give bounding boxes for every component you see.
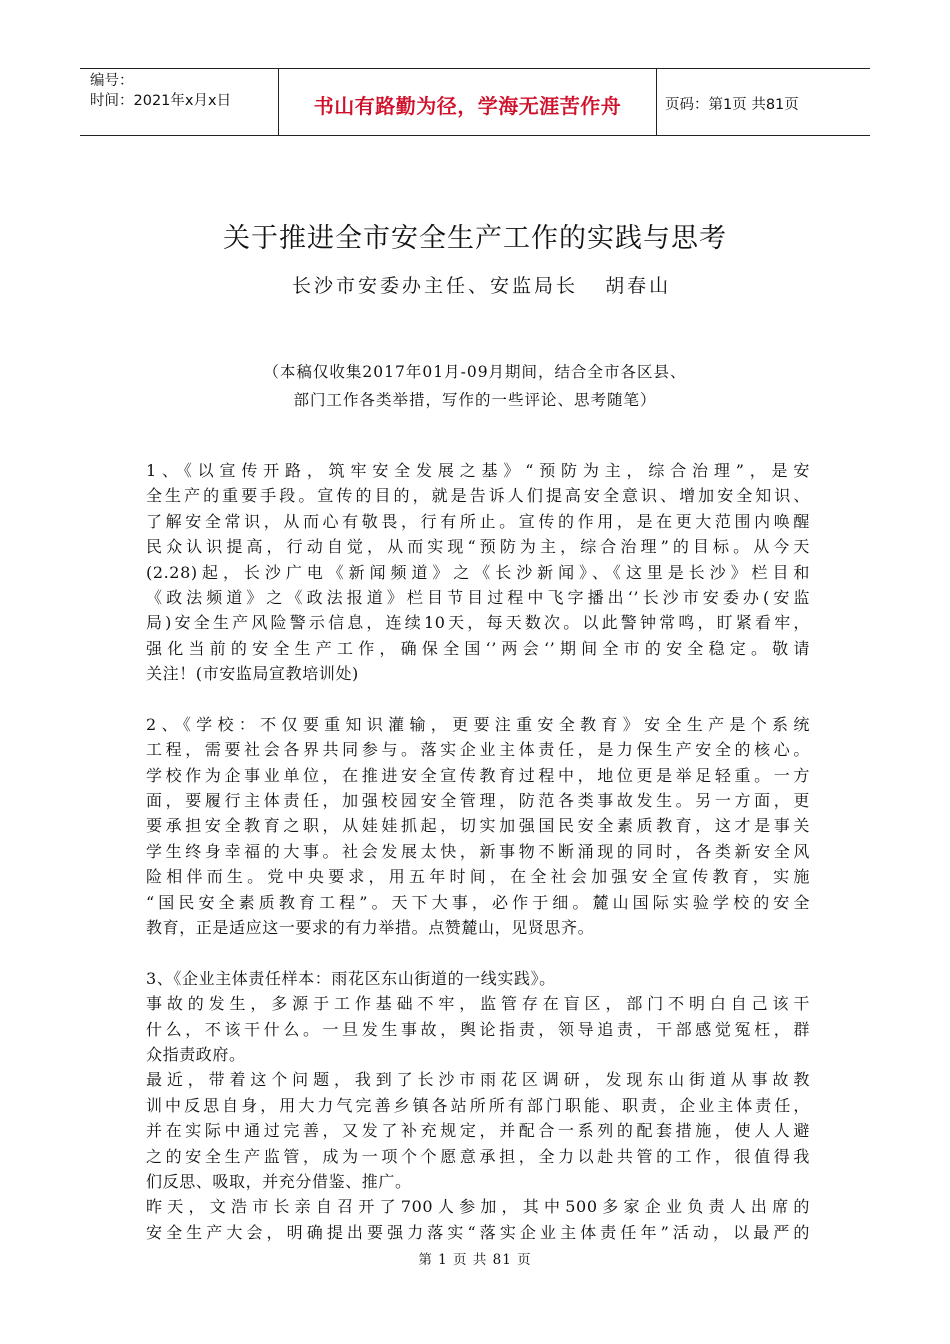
text-line: 学校作为企事业单位，在推进安全宣传教育过程中，地位更是举足轻重。一方 bbox=[146, 765, 810, 785]
number-label: 编号： bbox=[90, 73, 134, 89]
header-meta-cell bbox=[80, 69, 279, 135]
paragraph-3 bbox=[146, 966, 810, 1245]
text-line: 民众认识提高，行动自觉，从而实现“预防为主，综合治理”的目标。从今天 bbox=[146, 537, 810, 557]
text-line: 并在实际中通过完善，又发了补充规定，并配合一系列的配套措施，使人人避 bbox=[146, 1121, 810, 1141]
text-line: 们反思、吸取，并充分借鉴、推广。 bbox=[146, 1171, 412, 1191]
text-line: (2.28)起，长沙广电《新闻频道》之《长沙新闻》、《这里是长沙》栏目和 bbox=[146, 562, 810, 582]
text-line: 之的安全生产监管，成为一项个个愿意承担，全力以赴共管的工作，很值得我 bbox=[146, 1146, 810, 1166]
text-line: “国民安全素质教育工程”。天下大事，必作于细。麓山国际实验学校的安全 bbox=[146, 892, 810, 912]
time-label: 时间：2021年x月x日 bbox=[90, 93, 232, 109]
page-info: 页码：第1页 共81页 bbox=[665, 96, 799, 113]
note-line: 部门工作各类举措，写作的一些评论、思考随笔） bbox=[293, 391, 657, 409]
paragraph-gap bbox=[146, 687, 810, 712]
paragraph-2 bbox=[146, 712, 810, 941]
header-motto-cell bbox=[279, 69, 657, 135]
text-line: 面，要履行主体责任，加强校园安全管理，防范各类事故发生。另一方面，更 bbox=[146, 791, 810, 811]
header-table bbox=[80, 68, 870, 136]
text-line: 安全生产大会，明确提出要强力落实“落实企业主体责任年”活动，以最严的 bbox=[146, 1222, 810, 1242]
note-line: （本稿仅收集2017年01月-09月期间，结合全市各区县、 bbox=[263, 363, 687, 381]
document-title: 关于推进全市安全生产工作的实践与思考 bbox=[223, 223, 727, 254]
paragraph-1 bbox=[146, 458, 810, 687]
text-line: 训中反思自身，用大力气完善乡镇各站所所有部门职能、职责，企业主体责任， bbox=[146, 1095, 810, 1115]
text-line: 局)安全生产风险警示信息，连续10天，每天数次。以此警钟常鸣，盯紧看牢， bbox=[146, 613, 810, 633]
text-line: 事故的发生，多源于工作基础不牢，监管存在盲区，部门不明白自己该干 bbox=[146, 994, 810, 1014]
document-author: 长沙市安委办主任、安监局长 胡春山 bbox=[292, 275, 672, 297]
text-line: 什么，不该干什么。一旦发生事故，舆论指责，领导追责，干部感觉冤枉，群 bbox=[146, 1019, 810, 1039]
paragraph-gap bbox=[146, 940, 810, 965]
text-line: 1、《以宣传开路，筑牢安全发展之基》“预防为主，综合治理”，是安 bbox=[146, 461, 810, 480]
text-line: 工程，需要社会各界共同参与。落实企业主体责任，是力保生产安全的核心。 bbox=[146, 740, 810, 760]
header-page-cell bbox=[657, 69, 870, 135]
text-line: 《政法频道》之《政法报道》栏目节目过程中飞字播出‘’长沙市安委办(安监 bbox=[146, 587, 810, 607]
text-line: 要承担安全教育之职，从娃娃抓起，切实加强国民安全素质教育，这才是事关 bbox=[146, 816, 810, 836]
document-body bbox=[146, 458, 810, 1245]
page-footer: 第 1 页 共 81 页 bbox=[418, 1252, 532, 1268]
text-line: 关注！(市安监局宣教培训处) bbox=[146, 664, 359, 684]
text-line: 2、《学校：不仅要重知识灌输，更要注重安全教育》安全生产是个系统 bbox=[146, 714, 810, 734]
text-line: 了解安全常识，从而心有敬畏，行有所止。宣传的作用，是在更大范围内唤醒 bbox=[146, 511, 810, 531]
text-line: 全生产的重要手段。宣传的目的，就是告诉人们提高安全意识、增加安全知识、 bbox=[146, 486, 810, 506]
text-line: 强化当前的安全生产工作，确保全国‘’两会‘’期间全市的安全稳定。敬请 bbox=[146, 638, 810, 658]
text-line: 险相伴而生。党中央要求，用五年时间，在全社会加强安全宣传教育，实施 bbox=[146, 867, 810, 887]
document-note bbox=[0, 358, 950, 414]
text-line: 昨天，文浩市长亲自召开了700人参加，其中500多家企业负责人出席的 bbox=[146, 1197, 810, 1217]
text-line: 众指责政府。 bbox=[146, 1044, 246, 1064]
text-line: 学生终身幸福的大事。社会发展太快，新事物不断涌现的同时，各类新安全风 bbox=[146, 841, 810, 861]
text-line: 3、《企业主体责任样本：雨花区东山街道的一线实践》。 bbox=[146, 968, 556, 988]
text-line: 最近，带着这个问题，我到了长沙市雨花区调研，发现东山街道从事故教 bbox=[146, 1070, 810, 1090]
text-line: 教育，正是适应这一要求的有力举措。点赞麓山，见贤思齐。 bbox=[146, 918, 595, 938]
motto: 书山有路勤为径，学海无涯苦作舟 bbox=[313, 93, 622, 118]
